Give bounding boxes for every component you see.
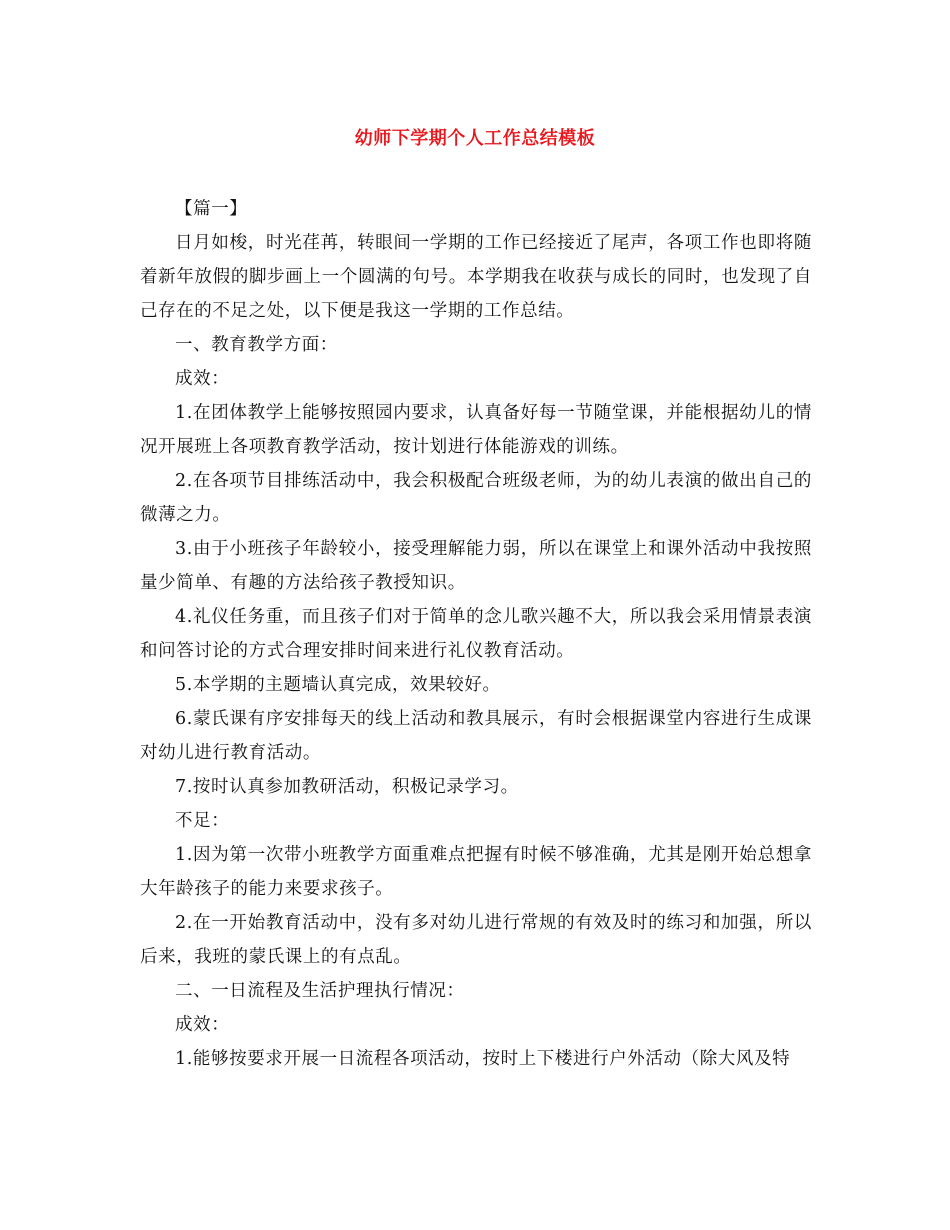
list-item: 1.能够按要求开展一日流程各项活动，按时上下楼进行户外活动（除大风及特 (175, 1049, 791, 1069)
document-body (140, 192, 812, 1076)
subheading-achievements: 成效： (175, 369, 230, 389)
section-heading-teaching: 一、教育教学方面： (175, 335, 338, 355)
list-item: 1.因为第一次带小班教学方面重难点把握有时候不够准确，尤其是刚开始总想拿大年龄孩子的能力来要求孩子。 (140, 845, 812, 899)
subheading-shortcomings: 不足： (175, 811, 230, 831)
list-item: 5.本学期的主题墙认真完成，效果较好。 (175, 675, 501, 695)
list-item: 1.在团体教学上能够按照园内要求，认真备好每一节随堂课，并能根据幼儿的情况开展班上各项教育教学活动，按计划进行体能游戏的训练。 (140, 403, 812, 457)
list-item: 2.在各项节目排练活动中，我会积极配合班级老师，为的幼儿表演的做出自己的微薄之力。 (140, 471, 812, 525)
list-item: 2.在一开始教育活动中，没有多对幼儿进行常规的有效及时的练习和加强，所以后来，我班的蒙氏课上的有点乱。 (140, 913, 812, 967)
list-item: 6.蒙氏课有序安排每天的线上活动和教具展示，有时会根据课堂内容进行生成课对幼儿进行教育活动。 (140, 709, 812, 763)
subheading-achievements: 成效： (175, 1015, 230, 1035)
list-item: 4.礼仪任务重，而且孩子们对于简单的念儿歌兴趣不大，所以我会采用情景表演和问答讨论的方式合理安排时间来进行礼仪教育活动。 (140, 607, 812, 661)
list-item: 7.按时认真参加教研活动，积极记录学习。 (175, 777, 519, 797)
section-heading-daily-routine: 二、一日流程及生活护理执行情况： (175, 981, 465, 1001)
intro-paragraph: 日月如梭，时光荏苒，转眼间一学期的工作已经接近了尾声，各项工作也即将随着新年放假的脚步画上一个圆满的句号。本学期我在收获与成长的同时，也发现了自己存在的不足之处，以下便是我这一学期的工作总结。 (140, 233, 812, 321)
list-item: 3.由于小班孩子年龄较小，接受理解能力弱，所以在课堂上和课外活动中我按照量少简单、有趣的方法给孩子教授知识。 (140, 539, 812, 593)
document-title: 幼师下学期个人工作总结模板 (354, 128, 596, 149)
section-heading-part-one: 【篇一】 (175, 199, 248, 219)
